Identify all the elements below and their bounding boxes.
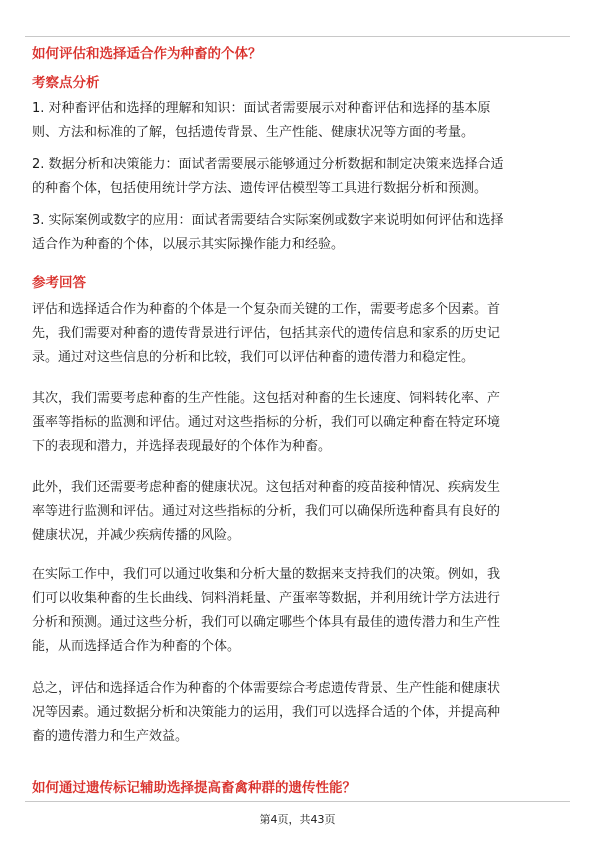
text-line: 下的表现和潜力，并选择表现最好的个体作为种畜。 [32,439,332,454]
text-line: 蛋率等指标的监测和评估。通过对这些指标的分析，我们可以确定种畜在特定环境 [32,415,501,430]
answer-paragraph-3 [32,476,558,548]
text-line: 先，我们需要对种畜的遗传背景进行评估，包括其亲代的遗传信息和家系的历史记 [32,326,501,341]
text-line: 的种畜个体，包括使用统计学方法、遗传评估模型等工具进行数据分析和预测。 [32,181,488,196]
analysis-point-1 [32,97,558,145]
text-line: 畜的遗传潜力和生产效益。 [32,729,189,744]
next-question-title: 如何通过遗传标记辅助选择提高畜禽种群的遗传性能？ [32,780,356,796]
text-line: 总之，评估和选择适合作为种畜的个体需要综合考虑遗传背景、生产性能和健康状 [32,681,501,696]
text-line: 况等因素。通过数据分析和决策能力的运用，我们可以选择合适的个体，并提高种 [32,705,501,720]
text-line: 率等进行监测和评估。通过对这些指标的分析，我们可以确保所选种畜具有良好的 [32,504,501,519]
text-line: 健康状况，并减少疾病传播的风险。 [32,528,241,543]
text-line: 则、方法和标准的了解，包括遗传背景、生产性能、健康状况等方面的考量。 [32,125,475,140]
analysis-point-3 [32,209,558,257]
page-number: 第4页，共43页 [259,813,336,826]
text-line: 适合作为种畜的个体，以展示其实际操作能力和经验。 [32,237,345,252]
text-line: 评估和选择适合作为种畜的个体是一个复杂而关键的工作，需要考虑多个因素。首 [32,302,501,317]
text-line: 其次，我们需要考虑种畜的生产性能。这包括对种畜的生长速度、饲料转化率、产 [32,391,501,406]
text-line: 在实际工作中，我们可以通过收集和分析大量的数据来支持我们的决策。例如，我 [32,567,501,582]
text-line: 录。通过对这些信息的分析和比较，我们可以评估种畜的遗传潜力和稳定性。 [32,350,475,365]
text-line: 此外，我们还需要考虑种畜的健康状况。这包括对种畜的疫苗接种情况、疾病发生 [32,480,501,495]
text-line: 2. 数据分析和决策能力：面试者需要展示能够通过分析数据和制定决策来选择合适 [32,157,504,172]
bottom-divider [25,801,570,802]
text-line: 能，从而选择适合作为种畜的个体。 [32,639,241,654]
answer-paragraph-4 [32,563,558,659]
text-line: 分析和预测。通过这些分析，我们可以确定哪些个体具有最佳的遗传潜力和生产性 [32,615,501,630]
question-title: 如何评估和选择适合作为种畜的个体？ [32,46,262,62]
answer-heading: 参考回答 [32,275,86,291]
text-line: 3. 实际案例或数字的应用：面试者需要结合实际案例或数字来说明如何评估和选择 [32,213,504,228]
analysis-point-2 [32,153,558,201]
top-divider [25,36,570,37]
analysis-heading: 考察点分析 [32,75,100,91]
text-line: 们可以收集种畜的生长曲线、饲料消耗量、产蛋率等数据，并利用统计学方法进行 [32,591,501,606]
answer-paragraph-2 [32,387,558,459]
answer-paragraph-1 [32,298,558,370]
answer-paragraph-5 [32,677,558,749]
text-line: 1. 对种畜评估和选择的理解和知识：面试者需要展示对种畜评估和选择的基本原 [32,101,491,116]
